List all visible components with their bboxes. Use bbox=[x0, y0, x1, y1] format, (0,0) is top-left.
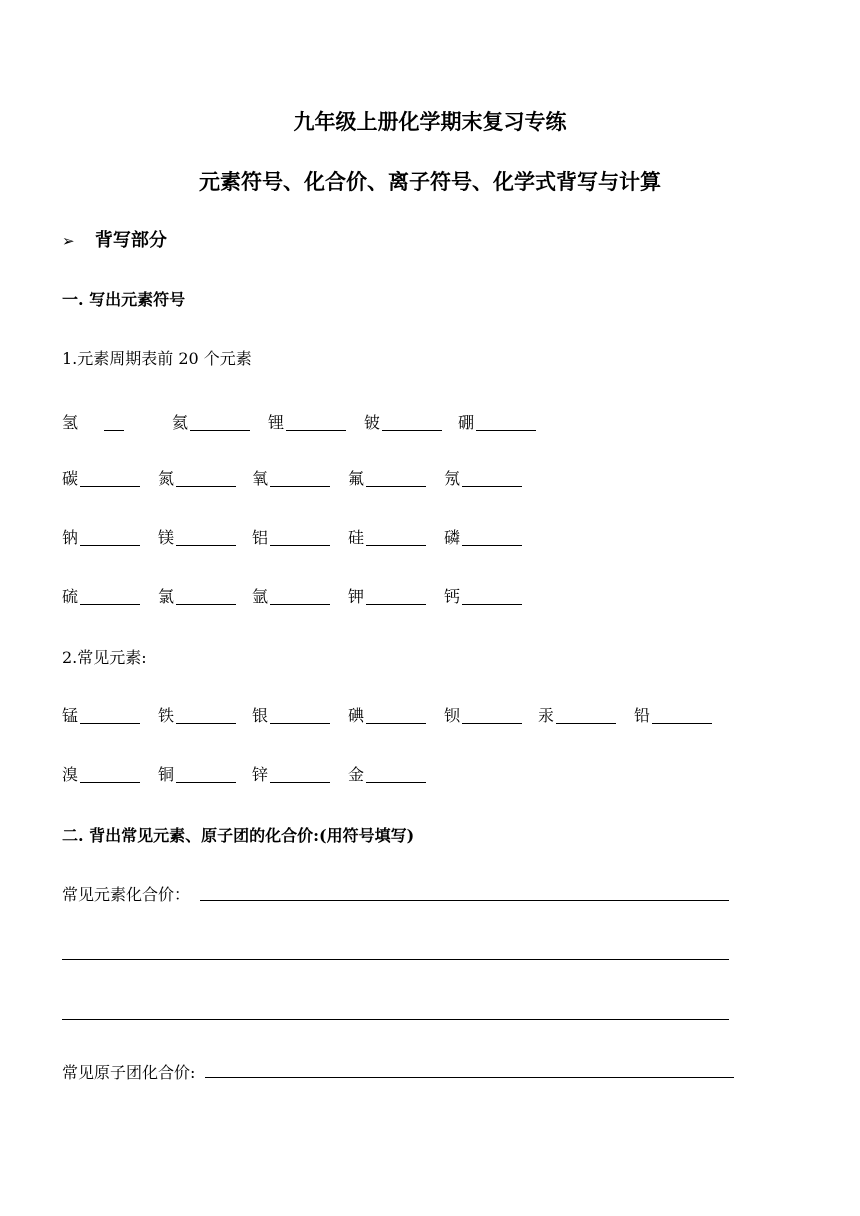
answer-blank[interactable] bbox=[176, 485, 236, 487]
answer-blank[interactable] bbox=[80, 603, 140, 605]
element-name: 铝 bbox=[252, 528, 269, 547]
element-row-2 bbox=[62, 466, 762, 488]
element-row-6 bbox=[62, 762, 762, 784]
answer-blank[interactable] bbox=[476, 429, 536, 431]
answer-blank[interactable] bbox=[270, 722, 330, 724]
element-name: 溴 bbox=[62, 765, 79, 784]
element-name: 银 bbox=[252, 706, 269, 725]
element-name: 钙 bbox=[444, 587, 461, 606]
answer-blank[interactable] bbox=[80, 722, 140, 724]
answer-blank[interactable] bbox=[366, 603, 426, 605]
answer-blank[interactable] bbox=[270, 485, 330, 487]
answer-line[interactable] bbox=[200, 900, 729, 901]
answer-blank[interactable] bbox=[366, 544, 426, 546]
element-row-1 bbox=[62, 410, 762, 432]
part1-heading: 一. 写出元素符号 bbox=[62, 290, 186, 309]
answer-blank[interactable] bbox=[462, 722, 522, 724]
answer-blank[interactable] bbox=[462, 485, 522, 487]
answer-blank[interactable] bbox=[270, 603, 330, 605]
element-name: 钡 bbox=[444, 706, 461, 725]
section-title: 背写部分 bbox=[94, 230, 167, 251]
answer-blank[interactable] bbox=[104, 429, 124, 431]
part1-sub1: 1.元素周期表前 20 个元素 bbox=[62, 349, 252, 368]
element-name: 磷 bbox=[444, 528, 461, 547]
answer-blank[interactable] bbox=[462, 544, 522, 546]
answer-blank[interactable] bbox=[286, 429, 346, 431]
answer-line[interactable] bbox=[205, 1077, 734, 1078]
part1-sub2: 2.常见元素: bbox=[62, 648, 147, 667]
part2-heading: 二. 背出常见元素、原子团的化合价:(用符号填写) bbox=[62, 826, 415, 845]
group-valence-label: 常见原子团化合价: bbox=[62, 1063, 196, 1082]
answer-blank[interactable] bbox=[176, 781, 236, 783]
arrow-bullet-icon: ➢ bbox=[62, 232, 75, 250]
element-name: 铁 bbox=[158, 706, 175, 725]
answer-blank[interactable] bbox=[366, 722, 426, 724]
element-name: 镁 bbox=[158, 528, 175, 547]
element-name: 氯 bbox=[158, 587, 175, 606]
answer-blank[interactable] bbox=[176, 603, 236, 605]
answer-blank[interactable] bbox=[366, 485, 426, 487]
element-name: 钠 bbox=[62, 528, 79, 547]
element-name: 氩 bbox=[252, 587, 269, 606]
answer-blank[interactable] bbox=[462, 603, 522, 605]
answer-line[interactable] bbox=[62, 1019, 729, 1020]
answer-blank[interactable] bbox=[190, 429, 250, 431]
document-subtitle: 元素符号、化合价、离子符号、化学式背写与计算 bbox=[199, 169, 661, 194]
element-name: 硼 bbox=[458, 413, 475, 432]
element-name: 汞 bbox=[538, 706, 555, 725]
element-name: 碘 bbox=[348, 706, 365, 725]
section-heading bbox=[62, 226, 167, 252]
element-valence-label: 常见元素化合价： bbox=[62, 885, 191, 904]
answer-blank[interactable] bbox=[652, 722, 712, 724]
answer-blank[interactable] bbox=[80, 544, 140, 546]
element-name: 氮 bbox=[158, 469, 175, 488]
element-name: 氢 bbox=[62, 413, 79, 432]
element-name: 金 bbox=[348, 765, 365, 784]
element-name: 碳 bbox=[62, 469, 79, 488]
element-row-4 bbox=[62, 584, 762, 606]
document-title: 九年级上册化学期末复习专练 bbox=[293, 109, 567, 134]
element-name: 锰 bbox=[62, 706, 79, 725]
element-name: 氟 bbox=[348, 469, 365, 488]
element-name: 氧 bbox=[252, 469, 269, 488]
answer-blank[interactable] bbox=[366, 781, 426, 783]
element-name: 氖 bbox=[444, 469, 461, 488]
answer-blank[interactable] bbox=[80, 781, 140, 783]
answer-blank[interactable] bbox=[176, 544, 236, 546]
element-name: 硅 bbox=[348, 528, 365, 547]
element-name: 钾 bbox=[348, 587, 365, 606]
answer-blank[interactable] bbox=[80, 485, 140, 487]
answer-blank[interactable] bbox=[382, 429, 442, 431]
element-row-3 bbox=[62, 525, 762, 547]
answer-blank[interactable] bbox=[270, 544, 330, 546]
element-name: 锂 bbox=[268, 413, 285, 432]
answer-blank[interactable] bbox=[176, 722, 236, 724]
answer-line[interactable] bbox=[62, 959, 729, 960]
answer-blank[interactable] bbox=[270, 781, 330, 783]
answer-blank[interactable] bbox=[556, 722, 616, 724]
element-name: 锌 bbox=[252, 765, 269, 784]
element-name: 氦 bbox=[172, 413, 189, 432]
element-row-5 bbox=[62, 703, 762, 725]
element-name: 硫 bbox=[62, 587, 79, 606]
element-name: 铍 bbox=[364, 413, 381, 432]
element-name: 铜 bbox=[158, 765, 175, 784]
element-name: 铅 bbox=[634, 706, 651, 725]
